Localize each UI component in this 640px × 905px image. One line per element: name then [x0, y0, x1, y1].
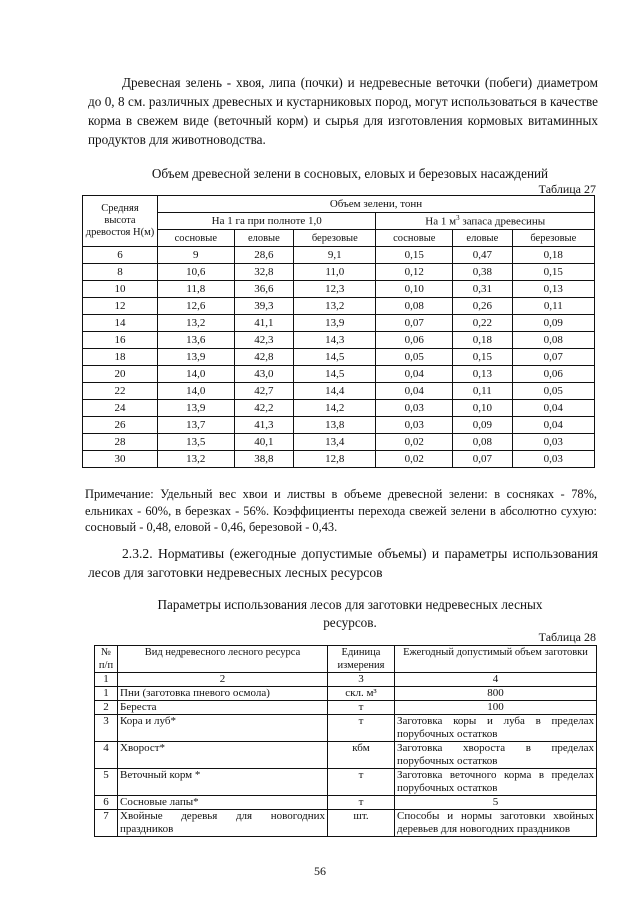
table-cell: 18: [83, 349, 158, 366]
table-cell: т: [328, 715, 395, 742]
table28-title: Параметры использования лесов для заготовки недревесных лесных ресурсов.: [157, 597, 543, 630]
table-cell: 12,8: [294, 451, 376, 468]
page-number: 56: [314, 864, 326, 878]
table-cell: 13,9: [158, 400, 235, 417]
table-cell: Пни (заготовка пневого осмола): [118, 687, 328, 701]
group-per-hectare-header: На 1 га при полноте 1,0: [158, 213, 376, 230]
table-cell: 41,1: [234, 315, 294, 332]
table-cell: т: [328, 796, 395, 810]
table-row: [83, 417, 595, 434]
table-cell: 14,0: [158, 366, 235, 383]
table-cell: 13,2: [294, 298, 376, 315]
table-row: [95, 701, 597, 715]
table-cell: 0,04: [376, 366, 453, 383]
table-cell: 0,04: [512, 417, 594, 434]
table-cell: 0,12: [376, 264, 453, 281]
table-row: [95, 742, 597, 769]
table-cell: т: [328, 701, 395, 715]
table-cell: 36,6: [234, 281, 294, 298]
table-cell: 43,0: [234, 366, 294, 383]
intro-paragraph: Древесная зелень - хвоя, липа (почки) и недревесные веточки (побеги) диаметром до 0, 8 см. различных древесных и кустарниковых пород, могут использоваться в качестве корма в свежем виде (веточный корм) и сырья для изготовления кормовых витаминных продуктов для животноводства.: [88, 75, 598, 147]
table-cell: 100: [395, 701, 597, 715]
table-cell: 13,5: [158, 434, 235, 451]
table-cell: Заготовка веточного корма в пределах порубочных остатков: [395, 769, 597, 796]
table-cell: 0,08: [453, 434, 513, 451]
table27-label: Таблица 27: [538, 182, 596, 196]
table-cell: т: [328, 769, 395, 796]
table-cell: 26: [83, 417, 158, 434]
subheader-birch-2: березовые: [512, 230, 594, 247]
table-cell: 14,0: [158, 383, 235, 400]
table-cell: 0,11: [453, 383, 513, 400]
table-cell: 42,2: [234, 400, 294, 417]
table-row: [95, 810, 597, 837]
table-cell: 0,05: [376, 349, 453, 366]
subheader-spruce-1: еловые: [234, 230, 294, 247]
table-cell: 0,26: [453, 298, 513, 315]
col-index-4: 4: [395, 673, 597, 687]
table-cell: 14,5: [294, 366, 376, 383]
table-cell: Кора и луб*: [118, 715, 328, 742]
table-cell: 16: [83, 332, 158, 349]
table-cell: 3: [95, 715, 118, 742]
table-cell: 0,09: [512, 315, 594, 332]
table-cell: 0,05: [512, 383, 594, 400]
table-cell: 0,03: [512, 434, 594, 451]
table-cell: 0,03: [376, 417, 453, 434]
table-cell: 5: [395, 796, 597, 810]
table-cell: 10: [83, 281, 158, 298]
subheader-spruce-2: еловые: [453, 230, 513, 247]
table-cell: 0,22: [453, 315, 513, 332]
table-cell: 7: [95, 810, 118, 837]
table-cell: Хвойные деревья для новогодних праздников: [118, 810, 328, 837]
table-cell: Сосновые лапы*: [118, 796, 328, 810]
table-cell: 8: [83, 264, 158, 281]
table-row: [83, 264, 595, 281]
table-cell: 14: [83, 315, 158, 332]
table-cell: 13,9: [158, 349, 235, 366]
table-cell: 0,02: [376, 434, 453, 451]
table-cell: 0,31: [453, 281, 513, 298]
table-cell: 42,3: [234, 332, 294, 349]
table-row: [83, 400, 595, 417]
non-timber-resources-table: [94, 645, 597, 837]
table-cell: 12,6: [158, 298, 235, 315]
table-cell: 0,15: [453, 349, 513, 366]
table-cell: 0,07: [512, 349, 594, 366]
table-cell: 13,8: [294, 417, 376, 434]
table-row: [95, 715, 597, 742]
table-cell: 2: [95, 701, 118, 715]
table-row: [83, 383, 595, 400]
table-cell: 42,8: [234, 349, 294, 366]
table28-label: Таблица 28: [538, 630, 596, 644]
table-cell: 13,9: [294, 315, 376, 332]
table-cell: 6: [95, 796, 118, 810]
table-cell: 30: [83, 451, 158, 468]
table-cell: 40,1: [234, 434, 294, 451]
section-heading: 2.3.2. Нормативы (ежегодные допустимые объемы) и параметры использования лесов для заготовки недревесных лесных ресурсов: [88, 546, 598, 580]
table-cell: Способы и нормы заготовки хвойных деревьев для новогодних праздников: [395, 810, 597, 837]
table-cell: 0,03: [512, 451, 594, 468]
table-cell: 0,47: [453, 247, 513, 264]
table-cell: 0,13: [453, 366, 513, 383]
table-row: [83, 298, 595, 315]
table-cell: 0,07: [453, 451, 513, 468]
table-cell: 11,8: [158, 281, 235, 298]
table-row: [83, 247, 595, 264]
table-cell: 1: [95, 687, 118, 701]
table-row: [95, 687, 597, 701]
table-cell: 9,1: [294, 247, 376, 264]
table-cell: шт.: [328, 810, 395, 837]
table-cell: 5: [95, 769, 118, 796]
table-cell: скл. м³: [328, 687, 395, 701]
table-cell: 13,7: [158, 417, 235, 434]
table-cell: 42,7: [234, 383, 294, 400]
table-cell: 0,06: [376, 332, 453, 349]
col-resource-header: Вид недревесного лесного ресурса: [118, 646, 328, 673]
table-cell: 14,5: [294, 349, 376, 366]
table-cell: 14,2: [294, 400, 376, 417]
table-row: [83, 434, 595, 451]
table-row: [83, 281, 595, 298]
table-row: [83, 332, 595, 349]
table-cell: 0,03: [376, 400, 453, 417]
table-cell: 28,6: [234, 247, 294, 264]
table-row: [83, 315, 595, 332]
table-cell: 0,09: [453, 417, 513, 434]
table-cell: 0,18: [512, 247, 594, 264]
table-cell: 14,4: [294, 383, 376, 400]
subheader-pine-2: сосновые: [376, 230, 453, 247]
table-cell: 20: [83, 366, 158, 383]
table-cell: 0,07: [376, 315, 453, 332]
group-per-m3-header: На 1 $м^3$ запаса древесины: [376, 213, 595, 230]
table-cell: 32,8: [234, 264, 294, 281]
table-cell: 0,02: [376, 451, 453, 468]
col-index-3: 3: [328, 673, 395, 687]
table-cell: Заготовка коры и луба в пределах порубочных остатков: [395, 715, 597, 742]
table-cell: 0,11: [512, 298, 594, 315]
subheader-birch-1: березовые: [294, 230, 376, 247]
subheader-pine-1: сосновые: [158, 230, 235, 247]
table-cell: 38,8: [234, 451, 294, 468]
table-cell: 0,04: [376, 383, 453, 400]
table27-note: Примечание: Удельный вес хвои и листвы в объеме древесной зелени: в сосняках - 78%, ельниках - 60%, в березках - 56%. Коэффициенты перехода свежей зелени в абсолютно сухую: сосновый - 0,48, еловой - 0,46, березовой - 0,43.: [85, 487, 597, 534]
table-cell: 13,6: [158, 332, 235, 349]
table-cell: 800: [395, 687, 597, 701]
col-number-header: № п/п: [95, 646, 118, 673]
table-cell: 41,3: [234, 417, 294, 434]
table-cell: 0,06: [512, 366, 594, 383]
table-cell: 22: [83, 383, 158, 400]
greenery-volume-table: [82, 195, 595, 468]
table-row: [83, 349, 595, 366]
table-cell: 12,3: [294, 281, 376, 298]
table-cell: 0,10: [376, 281, 453, 298]
table-cell: 0,18: [453, 332, 513, 349]
col-index-1: 1: [95, 673, 118, 687]
table-cell: 0,13: [512, 281, 594, 298]
table-cell: Береста: [118, 701, 328, 715]
table-cell: 6: [83, 247, 158, 264]
col-height-header: Средняя высота древостоя Н(м): [83, 196, 158, 247]
table-cell: 0,10: [453, 400, 513, 417]
table-cell: 10,6: [158, 264, 235, 281]
table-row: [95, 796, 597, 810]
table27-title: Объем древесной зелени в сосновых, еловых и березовых насаждений: [151, 166, 549, 181]
table-cell: кбм: [328, 742, 395, 769]
table-cell: 0,08: [512, 332, 594, 349]
table-cell: 0,15: [512, 264, 594, 281]
col-index-2: 2: [118, 673, 328, 687]
table-cell: 13,4: [294, 434, 376, 451]
table-cell: 13,2: [158, 451, 235, 468]
table-cell: 39,3: [234, 298, 294, 315]
col-volume-header: Ежегодный допустимый объем заготовки: [395, 646, 597, 673]
table-row: [83, 366, 595, 383]
table-cell: 0,04: [512, 400, 594, 417]
table-cell: 13,2: [158, 315, 235, 332]
table-cell: 4: [95, 742, 118, 769]
table-cell: 14,3: [294, 332, 376, 349]
table-cell: 0,15: [376, 247, 453, 264]
table-cell: 0,38: [453, 264, 513, 281]
table-cell: Заготовка хвороста в пределах порубочных остатков: [395, 742, 597, 769]
table-cell: 24: [83, 400, 158, 417]
col-volume-header: Объем зелени, тонн: [158, 196, 595, 213]
table-cell: 28: [83, 434, 158, 451]
table-cell: Веточный корм *: [118, 769, 328, 796]
col-unit-header: Единица измерения: [328, 646, 395, 673]
table-cell: 12: [83, 298, 158, 315]
table-row: [95, 769, 597, 796]
table-cell: Хворост*: [118, 742, 328, 769]
table-cell: 9: [158, 247, 235, 264]
table-row: [83, 451, 595, 468]
table-cell: 11,0: [294, 264, 376, 281]
table-cell: 0,08: [376, 298, 453, 315]
